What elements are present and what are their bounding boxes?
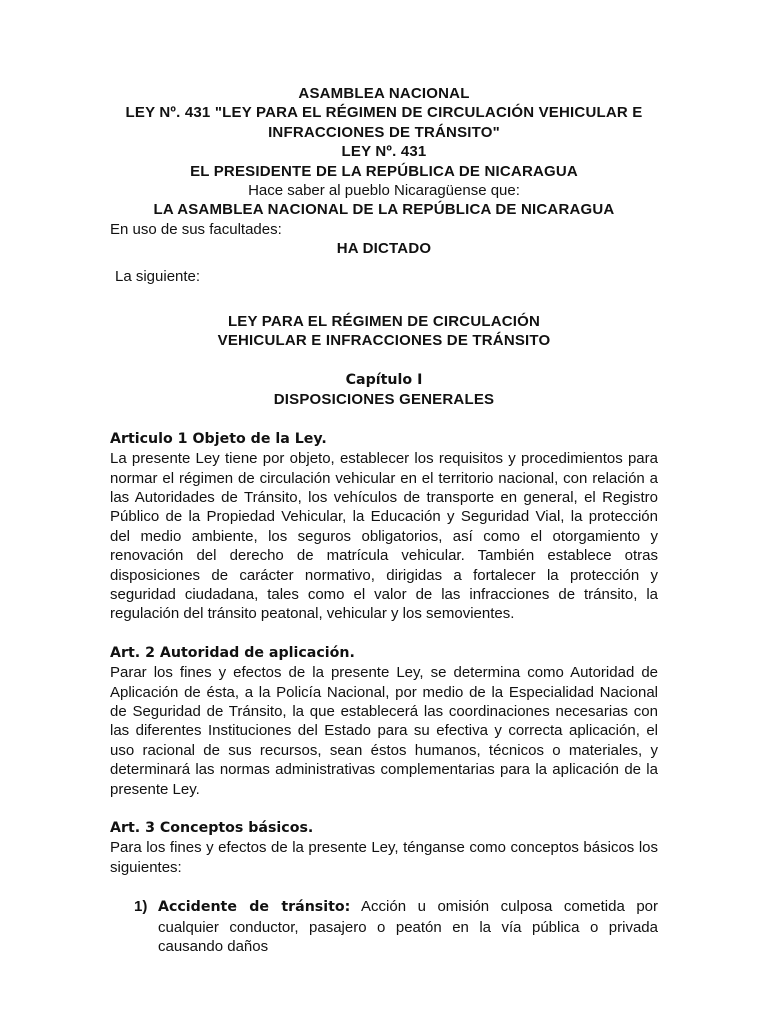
list-item (110, 897, 658, 956)
article-3-text: Para los fines y efectos de la presente Ley, ténganse como conceptos básicos los siguientes: (110, 839, 658, 876)
law-number-title-line-2: INFRACCIONES DE TRÁNSITO" (268, 123, 500, 141)
article-1-heading: Articulo 1 Objeto de la Ley. (110, 430, 327, 447)
article-2-heading: Art. 2 Autoridad de aplicación. (110, 644, 355, 661)
chapter-label: Capítulo I (345, 371, 423, 388)
faculties-text: En uso de sus facultades: (110, 220, 282, 238)
assembly-full-name: LA ASAMBLEA NACIONAL DE LA REPÚBLICA DE NICARAGUA (153, 201, 615, 219)
decreed-heading: HA DICTADO (336, 240, 432, 258)
article-1-text: La presente Ley tiene por objeto, establecer los requisitos y procedimientos para normar el régimen de circulación vehicular en el territorio nacional, con relación a las Autoridades de Tránsito, los vehículos de transporte en general, el Registro Público de la Propiedad Vehicular, la Educación y Seguridad Vial, la protección del medio ambiente, los seguros obligatorios, así como el otorgamiento y renovación del derecho de matrícula vehicular. También establece otras disposiciones de carácter normativo, dirigidas a fortalecer la protección y seguridad ciudadana, tales como el valor de las infracciones de tránsito, la regulación del tránsito peatonal, vehicular y los semovientes. (110, 450, 658, 623)
list-item-term: Accidente de tránsito: (158, 899, 351, 916)
law-title-line-2: VEHICULAR E INFRACCIONES DE TRÁNSITO (217, 332, 551, 350)
law-number-title-line-1: LEY Nº. 431 "LEY PARA EL RÉGIMEN DE CIRCULACIÓN VEHICULAR E (125, 104, 643, 122)
assembly-heading: ASAMBLEA NACIONAL (298, 85, 470, 102)
announcement-text: Hace saber al pueblo Nicaragüense que: (248, 182, 520, 200)
law-title-line-1: LEY PARA EL RÉGIMEN DE CIRCULACIÓN (227, 313, 541, 331)
list-item-body (158, 897, 658, 956)
president-heading: EL PRESIDENTE DE LA REPÚBLICA DE NICARAGUA (190, 162, 578, 180)
chapter-title: DISPOSICIONES GENERALES (273, 391, 495, 409)
article-3-heading: Art. 3 Conceptos básicos. (110, 820, 314, 836)
following-text: La siguiente: (115, 267, 201, 285)
list-item-number: 1) (134, 898, 148, 916)
document-page (110, 84, 658, 956)
article-2-text: Parar los fines y efectos de la presente Ley, se determina como Autoridad de Aplicación de ésta, a la Policía Nacional, por medio de la Especialidad Nacional de Seguridad de Tránsito, la que establecerá las coordinaciones necesarias con las diferentes Instituciones del Estado para su efectiva y correcta aplicación, el uso racional de sus recursos, sean éstos humanos, técnicos o materiales, y determinará las normas administrativas complementarias para la aplicación de la presente Ley. (110, 664, 658, 798)
law-number: LEY Nº. 431 (341, 143, 427, 161)
list-item-definition: Acción u omisión culposa cometida por cualquier conductor, pasajero o peatón en la vía pública o privada causando daños (158, 898, 659, 956)
